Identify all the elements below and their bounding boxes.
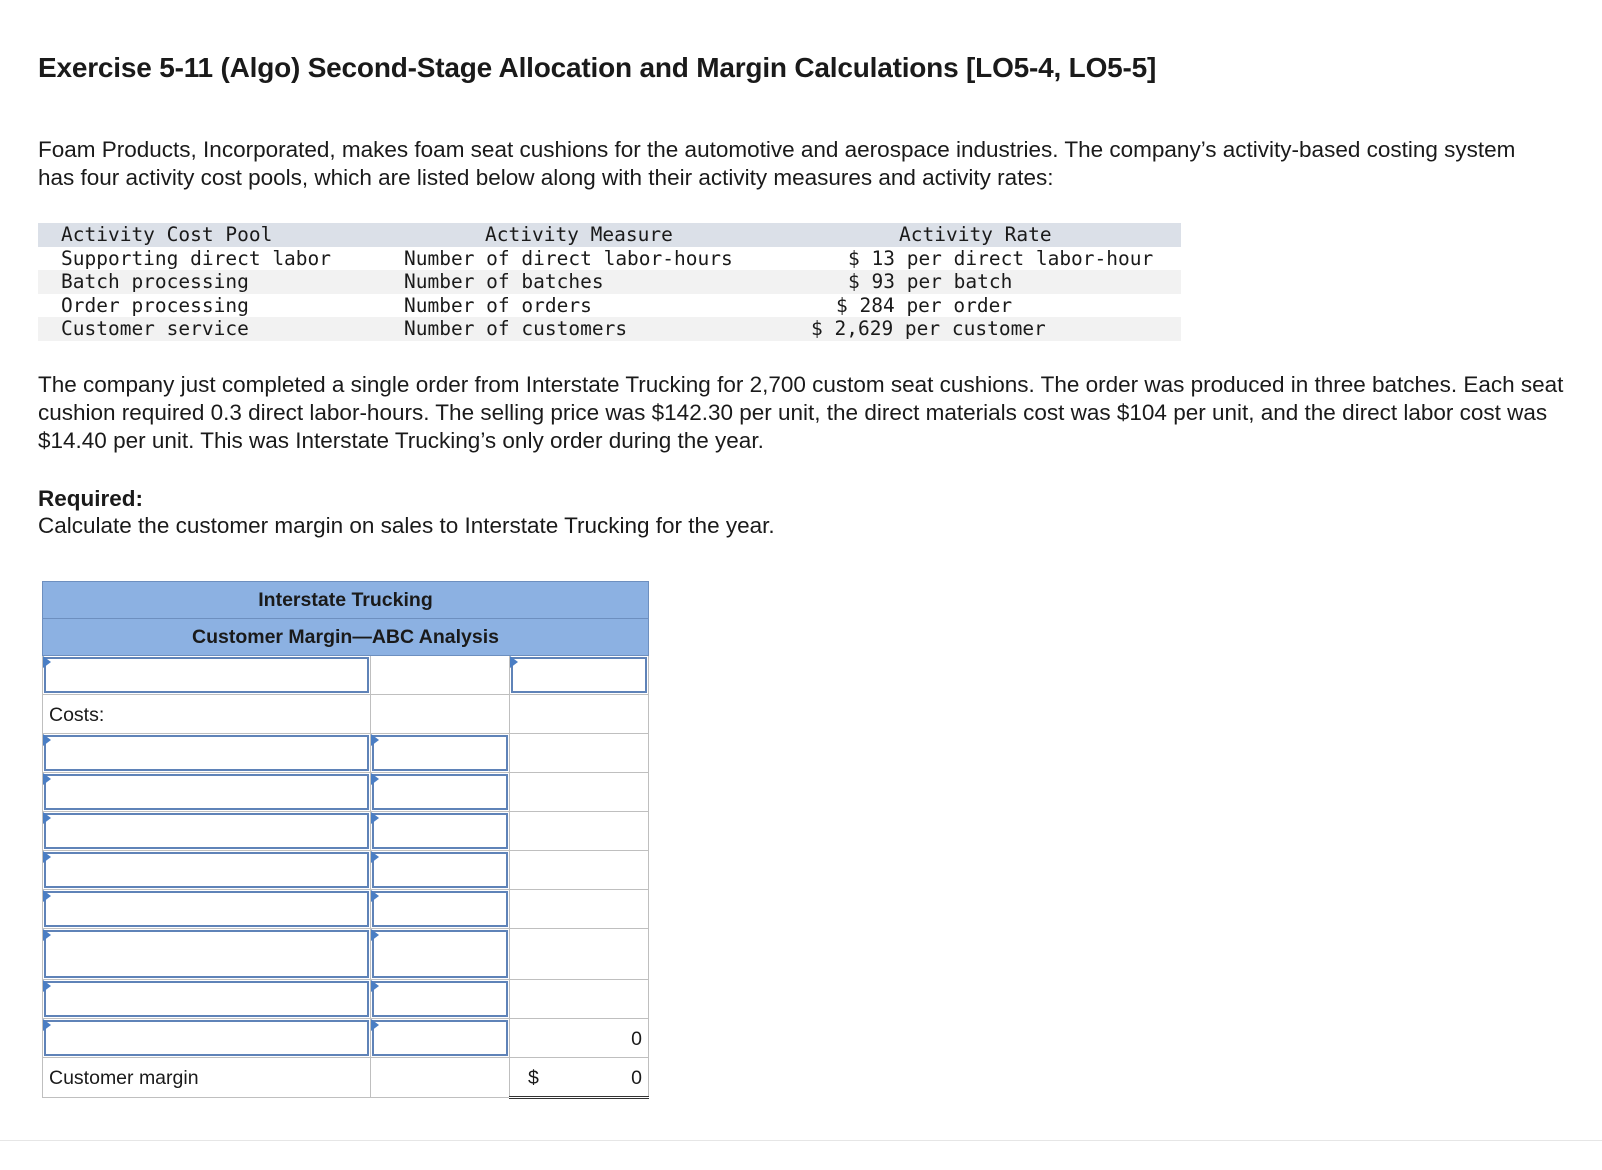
dropdown-indicator-icon <box>43 773 51 785</box>
cost-amount-input[interactable] <box>372 891 508 927</box>
customer-margin-value: 0 <box>631 1067 642 1089</box>
cost-amount-input[interactable] <box>372 774 508 810</box>
cost-label-dropdown[interactable] <box>44 774 369 810</box>
dropdown-indicator-icon <box>43 656 51 668</box>
cost-label-dropdown[interactable] <box>44 735 369 771</box>
table-title-analysis: Customer Margin—ABC Analysis <box>43 619 649 656</box>
activity-pool: Supporting direct labor <box>61 246 332 270</box>
costs-header-row <box>43 695 649 734</box>
sales-amount-input[interactable] <box>511 657 647 693</box>
scenario-paragraph: The company just completed a single order from Interstate Trucking for 2,700 custom seat cushions. The order was produced in three batches. Each seat cushion required 0.3 direct labor-hours. The selling price was $142.30 per unit, the direct materials cost was $104 per unit, and the direct labor cost was $14.40 per unit. This was Interstate Trucking’s only order during the year. <box>38 372 1564 453</box>
dropdown-indicator-icon <box>510 656 518 668</box>
activity-pool: Batch processing <box>61 270 249 293</box>
dropdown-indicator-icon <box>371 980 379 992</box>
activity-row <box>38 317 1181 341</box>
cost-amount-input[interactable] <box>372 852 508 888</box>
cost-row <box>43 773 649 812</box>
margin-currency: $ <box>528 1067 539 1089</box>
sales-row <box>43 656 649 695</box>
dropdown-indicator-icon <box>371 890 379 902</box>
cost-amount-input[interactable] <box>372 1020 508 1056</box>
activity-rate: $ 284 per order <box>836 293 1013 317</box>
cost-label-dropdown[interactable] <box>44 852 369 888</box>
activity-row <box>38 294 1181 318</box>
activity-rate-table <box>38 223 1181 341</box>
cost-row <box>43 812 649 851</box>
activity-rate: $ 93 per batch <box>848 270 1013 293</box>
cost-row <box>43 851 649 890</box>
cost-row <box>43 980 649 1019</box>
activity-pool: Customer service <box>61 317 249 340</box>
activity-measure: Number of customers <box>404 317 628 340</box>
dropdown-indicator-icon <box>43 812 51 824</box>
cost-label-dropdown[interactable] <box>44 981 369 1017</box>
cost-label-dropdown[interactable] <box>44 1020 369 1056</box>
costs-label: Costs: <box>49 704 105 726</box>
cost-row-total <box>43 1019 649 1058</box>
cost-amount-input[interactable] <box>372 813 508 849</box>
dropdown-indicator-icon <box>43 980 51 992</box>
table-title-company: Interstate Trucking <box>43 582 649 619</box>
dropdown-indicator-icon <box>371 929 379 941</box>
cost-amount-input[interactable] <box>372 735 508 771</box>
customer-margin-table <box>42 581 649 1099</box>
activity-measure: Number of direct labor-hours <box>404 246 733 270</box>
activity-pool: Order processing <box>61 293 249 317</box>
bottom-divider <box>0 1140 1602 1141</box>
header-measure: Activity Measure <box>485 223 673 246</box>
cost-label-dropdown[interactable] <box>44 813 369 849</box>
total-costs-value: 0 <box>631 1028 642 1050</box>
required-label: Required: <box>38 486 144 511</box>
header-rate: Activity Rate <box>899 223 1052 246</box>
dropdown-indicator-icon <box>43 851 51 863</box>
dropdown-indicator-icon <box>371 734 379 746</box>
dropdown-indicator-icon <box>371 851 379 863</box>
cost-label-dropdown[interactable] <box>44 891 369 927</box>
activity-rate: $ 2,629 per customer <box>811 317 1046 340</box>
dropdown-indicator-icon <box>43 890 51 902</box>
activity-rate: $ 13 per direct labor-hour <box>848 246 1154 270</box>
activity-measure: Number of batches <box>404 270 604 293</box>
cost-row <box>43 890 649 929</box>
cost-label-dropdown[interactable] <box>44 930 369 978</box>
dropdown-indicator-icon <box>43 929 51 941</box>
activity-row <box>38 270 1181 294</box>
dropdown-indicator-icon <box>43 1019 51 1031</box>
cost-amount-input[interactable] <box>372 981 508 1017</box>
sales-label-dropdown[interactable] <box>44 657 369 693</box>
dropdown-indicator-icon <box>43 734 51 746</box>
cost-row <box>43 734 649 773</box>
required-text: Calculate the customer margin on sales to Interstate Trucking for the year. <box>38 513 775 538</box>
page-title: Exercise 5-11 (Algo) Second-Stage Allocation and Margin Calculations [LO5-4, LO5-5] <box>38 52 1157 83</box>
activity-table-header <box>38 223 1181 247</box>
dropdown-indicator-icon <box>371 812 379 824</box>
dropdown-indicator-icon <box>371 1019 379 1031</box>
header-pool: Activity Cost Pool <box>61 223 273 246</box>
cost-row <box>43 929 649 980</box>
customer-margin-label: Customer margin <box>49 1067 199 1089</box>
intro-paragraph: Foam Products, Incorporated, makes foam seat cushions for the automotive and aerospace industries. The company’s activity-based costing system has four activity cost pools, which are listed below along with their activity measures and activity rates: <box>38 137 1516 190</box>
cost-amount-input[interactable] <box>372 930 508 978</box>
dropdown-indicator-icon <box>371 773 379 785</box>
activity-row <box>38 247 1181 271</box>
customer-margin-row <box>43 1058 649 1098</box>
activity-measure: Number of orders <box>404 293 592 317</box>
